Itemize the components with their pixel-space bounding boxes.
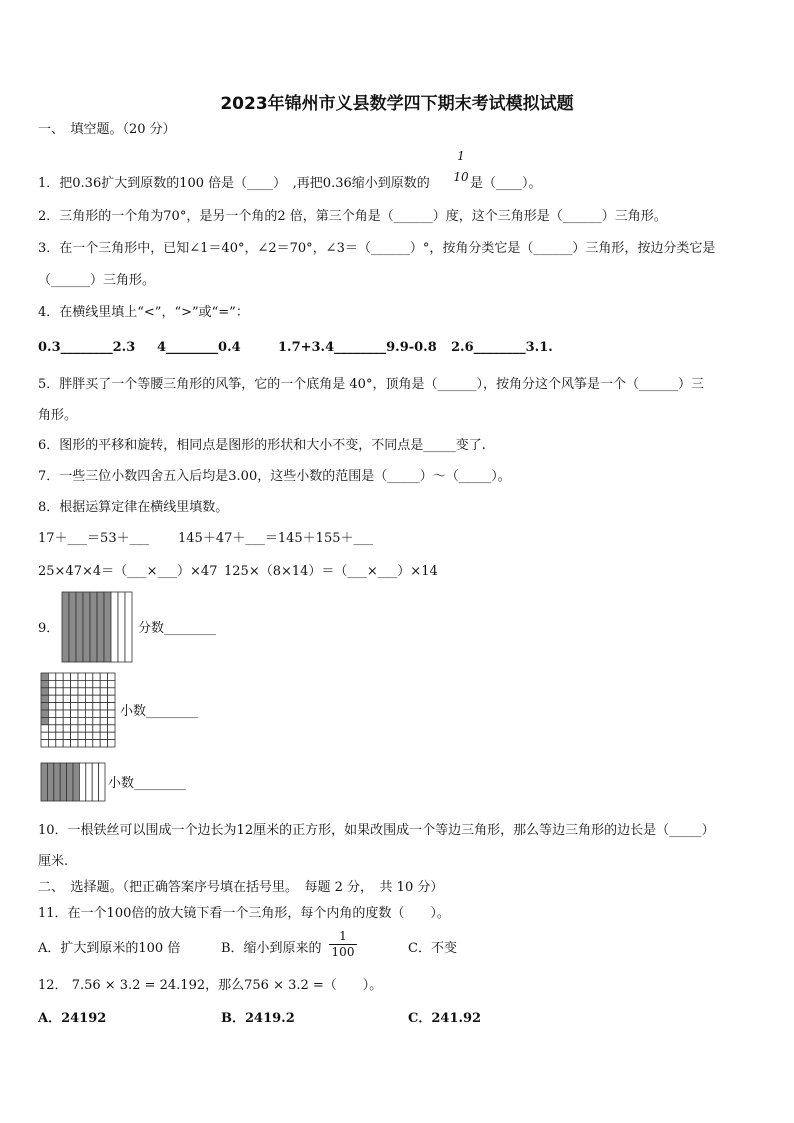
- question-12-option-b: B．2419.2: [221, 1011, 295, 1026]
- grid-cell: [48, 740, 55, 747]
- grid-cell: [108, 673, 115, 680]
- question-11: 11．在一个100倍的放大镜下看一个三角形，每个内角的度数（ ）。: [38, 906, 450, 921]
- grid-cell: [93, 732, 100, 739]
- strip-cell: [76, 592, 83, 662]
- fraction-denominator: 10: [453, 170, 469, 184]
- grid-cell: [78, 673, 85, 680]
- grid-cell: [56, 673, 63, 680]
- question-3-line-2: （______）三角形。: [38, 273, 156, 288]
- grid-cell: [78, 740, 85, 747]
- tenth-strip-cell: [41, 763, 47, 801]
- grid-cell: [85, 740, 92, 747]
- grid-cell: [108, 703, 115, 710]
- question-12-option-a: A．24192: [38, 1011, 107, 1026]
- grid-cell: [56, 680, 63, 687]
- grid-cell: [63, 710, 70, 717]
- question-9-number: 9．: [38, 621, 60, 636]
- question-7: 7．一些三位小数四舍五入后均是3.00，这些小数的范围是（_____）～（_____）。: [38, 469, 511, 484]
- tenth-strip-cell: [79, 763, 85, 801]
- grid-cell: [63, 673, 70, 680]
- question-4-item-2: 4________0.4: [157, 340, 241, 355]
- grid-cell: [63, 695, 70, 702]
- figure-strips-tenths: [40, 762, 106, 802]
- grid-cell: [48, 695, 55, 702]
- question-8-row-2-b: 125×（8×14）＝（___×___）×14: [224, 564, 438, 579]
- page-title: 2023年锦州市义县数学四下期末考试模拟试题: [220, 94, 574, 114]
- figure-strips-ten: [61, 591, 133, 663]
- grid-cell: [108, 740, 115, 747]
- question-8-row-2-a: 25×47×4＝（___×___）×47: [38, 564, 218, 579]
- grid-cell: [48, 725, 55, 732]
- grid-cell: [93, 680, 100, 687]
- grid-cell: [71, 695, 78, 702]
- fraction-numerator: 1: [339, 929, 347, 943]
- grid-cell: [41, 688, 48, 695]
- question-8-row-1-a: 17＋___＝53＋___: [38, 531, 150, 546]
- grid-cell: [108, 732, 115, 739]
- grid-cell: [93, 740, 100, 747]
- grid-cell: [85, 717, 92, 724]
- figure-1-label: 分数________: [138, 621, 217, 636]
- grid-cell: [71, 680, 78, 687]
- grid-cell: [78, 680, 85, 687]
- grid-cell: [63, 717, 70, 724]
- grid-cell: [93, 695, 100, 702]
- grid-cell: [71, 732, 78, 739]
- grid-cell: [85, 703, 92, 710]
- grid-cell: [56, 695, 63, 702]
- grid-cell: [63, 703, 70, 710]
- grid-cell: [78, 710, 85, 717]
- grid-cell: [100, 695, 107, 702]
- grid-cell: [85, 725, 92, 732]
- grid-cell: [41, 725, 48, 732]
- grid-cell: [93, 710, 100, 717]
- grid-cell: [85, 673, 92, 680]
- question-4-item-4: 2.6________3.1.: [451, 340, 553, 355]
- grid-cell: [100, 725, 107, 732]
- grid-cell: [41, 710, 48, 717]
- grid-cell: [41, 703, 48, 710]
- question-11-option-a: A．扩大到原米的100 倍: [38, 941, 181, 956]
- grid-cell: [56, 688, 63, 695]
- grid-cell: [41, 695, 48, 702]
- grid-cell: [100, 680, 107, 687]
- tenth-strip-cell: [73, 763, 79, 801]
- question-12-option-c: C．241.92: [408, 1011, 482, 1026]
- figure-2-label: 小数________: [120, 704, 199, 719]
- grid-cell: [71, 688, 78, 695]
- grid-cell: [100, 710, 107, 717]
- grid-cell: [48, 688, 55, 695]
- grid-cell: [48, 717, 55, 724]
- grid-cell: [85, 732, 92, 739]
- grid-cell: [93, 673, 100, 680]
- grid-cell: [56, 717, 63, 724]
- grid-cell: [85, 680, 92, 687]
- grid-cell: [78, 717, 85, 724]
- grid-cell: [41, 680, 48, 687]
- question-12-formula-2: 756 × 3.2 =: [244, 978, 324, 993]
- strip-cell: [90, 592, 97, 662]
- grid-cell: [63, 732, 70, 739]
- grid-cell: [85, 688, 92, 695]
- question-4-item-3: 1.7+3.4________9.9-0.8: [278, 340, 437, 355]
- fraction-one-tenth: [452, 150, 470, 184]
- question-1-part-a: 1．把0.36扩大到原数的100 倍是（____） ,再把0.36缩小到原数的: [38, 176, 430, 191]
- grid-cell: [48, 673, 55, 680]
- figure-3-label: 小数________: [108, 776, 187, 791]
- strip-cell: [111, 592, 118, 662]
- fraction-numerator: 1: [457, 149, 465, 163]
- grid-cell: [56, 732, 63, 739]
- grid-cell: [63, 688, 70, 695]
- strip-cell: [125, 592, 132, 662]
- grid-cell: [100, 703, 107, 710]
- grid-cell: [41, 673, 48, 680]
- grid-cell: [78, 703, 85, 710]
- question-3-line-1: 3．在一个三角形中，已知∠1＝40°，∠2＝70°，∠3＝（______）°，按角分类它是（______）三角形，按边分类它是: [38, 241, 716, 256]
- tenth-strip-cell: [67, 763, 73, 801]
- grid-cell: [93, 717, 100, 724]
- grid-cell: [71, 703, 78, 710]
- grid-cell: [108, 725, 115, 732]
- grid-cell: [108, 680, 115, 687]
- tenth-strip-cell: [60, 763, 66, 801]
- grid-cell: [56, 710, 63, 717]
- grid-cell: [93, 703, 100, 710]
- grid-cell: [48, 732, 55, 739]
- question-6: 6．图形的平移和旋转，相同点是图形的形状和大小不变，不同点是_____变了.: [38, 438, 486, 453]
- grid-cell: [41, 717, 48, 724]
- strip-cell: [118, 592, 125, 662]
- section-heading-choice: 二、 选择题。（把正确答案序号填在括号里。 每题 2 分， 共 10 分）: [38, 880, 444, 895]
- grid-cell: [93, 725, 100, 732]
- strip-cell: [62, 592, 69, 662]
- tenth-strip-cell: [99, 763, 105, 801]
- tenth-strip-cell: [92, 763, 98, 801]
- section-heading-fill-blank: 一、 填空题。（20 分）: [38, 122, 176, 137]
- grid-cell: [108, 717, 115, 724]
- grid-cell: [63, 740, 70, 747]
- grid-cell: [71, 740, 78, 747]
- grid-cell: [78, 725, 85, 732]
- grid-cell: [63, 680, 70, 687]
- question-4: 4．在横线里填上“<”，“>”或“=”：: [38, 305, 249, 320]
- fraction-denominator: 100: [331, 945, 355, 959]
- grid-cell: [93, 688, 100, 695]
- grid-cell: [100, 740, 107, 747]
- grid-cell: [108, 710, 115, 717]
- grid-cell: [108, 688, 115, 695]
- question-1: [38, 176, 430, 192]
- strip-cell: [83, 592, 90, 662]
- grid-cell: [78, 688, 85, 695]
- question-10-line-1: 10．一根铁丝可以围成一个边长为12厘米的正方形，如果改围成一个等边三角形，那么等边三角形的边长是（_____）: [38, 823, 715, 838]
- question-11-option-c: C．不变: [408, 941, 457, 956]
- grid-cell: [56, 740, 63, 747]
- grid-cell: [85, 695, 92, 702]
- grid-cell: [100, 673, 107, 680]
- question-4-item-1: 0.3________2.3: [38, 340, 136, 355]
- grid-cell: [56, 703, 63, 710]
- question-5-line-1: 5．胖胖买了一个等腰三角形的风筝，它的一个底角是 40°，顶角是（______），按角分这个风筝是一个（______）三: [38, 377, 704, 392]
- question-12-suffix: （ ）。: [323, 978, 383, 993]
- grid-cell: [71, 710, 78, 717]
- grid-cell: [56, 725, 63, 732]
- question-8-row-1-b: 145＋47＋___＝145＋155＋___: [178, 531, 373, 546]
- grid-cell: [48, 680, 55, 687]
- figure-hundred-grid: [40, 672, 116, 748]
- question-12: [38, 978, 382, 994]
- grid-cell: [48, 703, 55, 710]
- question-5-line-2: 角形。: [38, 408, 78, 423]
- question-8: 8．根据运算定律在横线里填数。: [38, 500, 229, 515]
- grid-cell: [100, 717, 107, 724]
- question-10-line-2: 厘米.: [38, 854, 69, 869]
- strip-cell: [69, 592, 76, 662]
- grid-cell: [100, 688, 107, 695]
- grid-cell: [48, 710, 55, 717]
- grid-cell: [85, 710, 92, 717]
- grid-cell: [100, 732, 107, 739]
- grid-cell: [108, 695, 115, 702]
- question-12-formula: 7.56 × 3.2 = 24.192: [71, 978, 206, 993]
- question-2: 2．三角形的一个角为70°，是另一个角的2 倍，第三个角是（______）度，这个三角形是（______）三角形。: [38, 209, 667, 224]
- grid-cell: [71, 673, 78, 680]
- grid-cell: [41, 732, 48, 739]
- tenth-strip-cell: [47, 763, 53, 801]
- grid-cell: [63, 725, 70, 732]
- question-1-part-b: 是（____）。: [470, 176, 542, 191]
- strip-cell: [97, 592, 104, 662]
- grid-cell: [78, 732, 85, 739]
- fraction-one-hundredth: [329, 930, 357, 959]
- tenth-strip-cell: [54, 763, 60, 801]
- question-11-option-b: B．缩小到原来的: [221, 941, 322, 956]
- tenth-strip-cell: [86, 763, 92, 801]
- question-12-mid: ，那么: [205, 978, 245, 993]
- grid-cell: [78, 695, 85, 702]
- strip-cell: [104, 592, 111, 662]
- grid-cell: [41, 740, 48, 747]
- question-12-prefix: 12．: [38, 978, 68, 993]
- grid-cell: [71, 717, 78, 724]
- grid-cell: [71, 725, 78, 732]
